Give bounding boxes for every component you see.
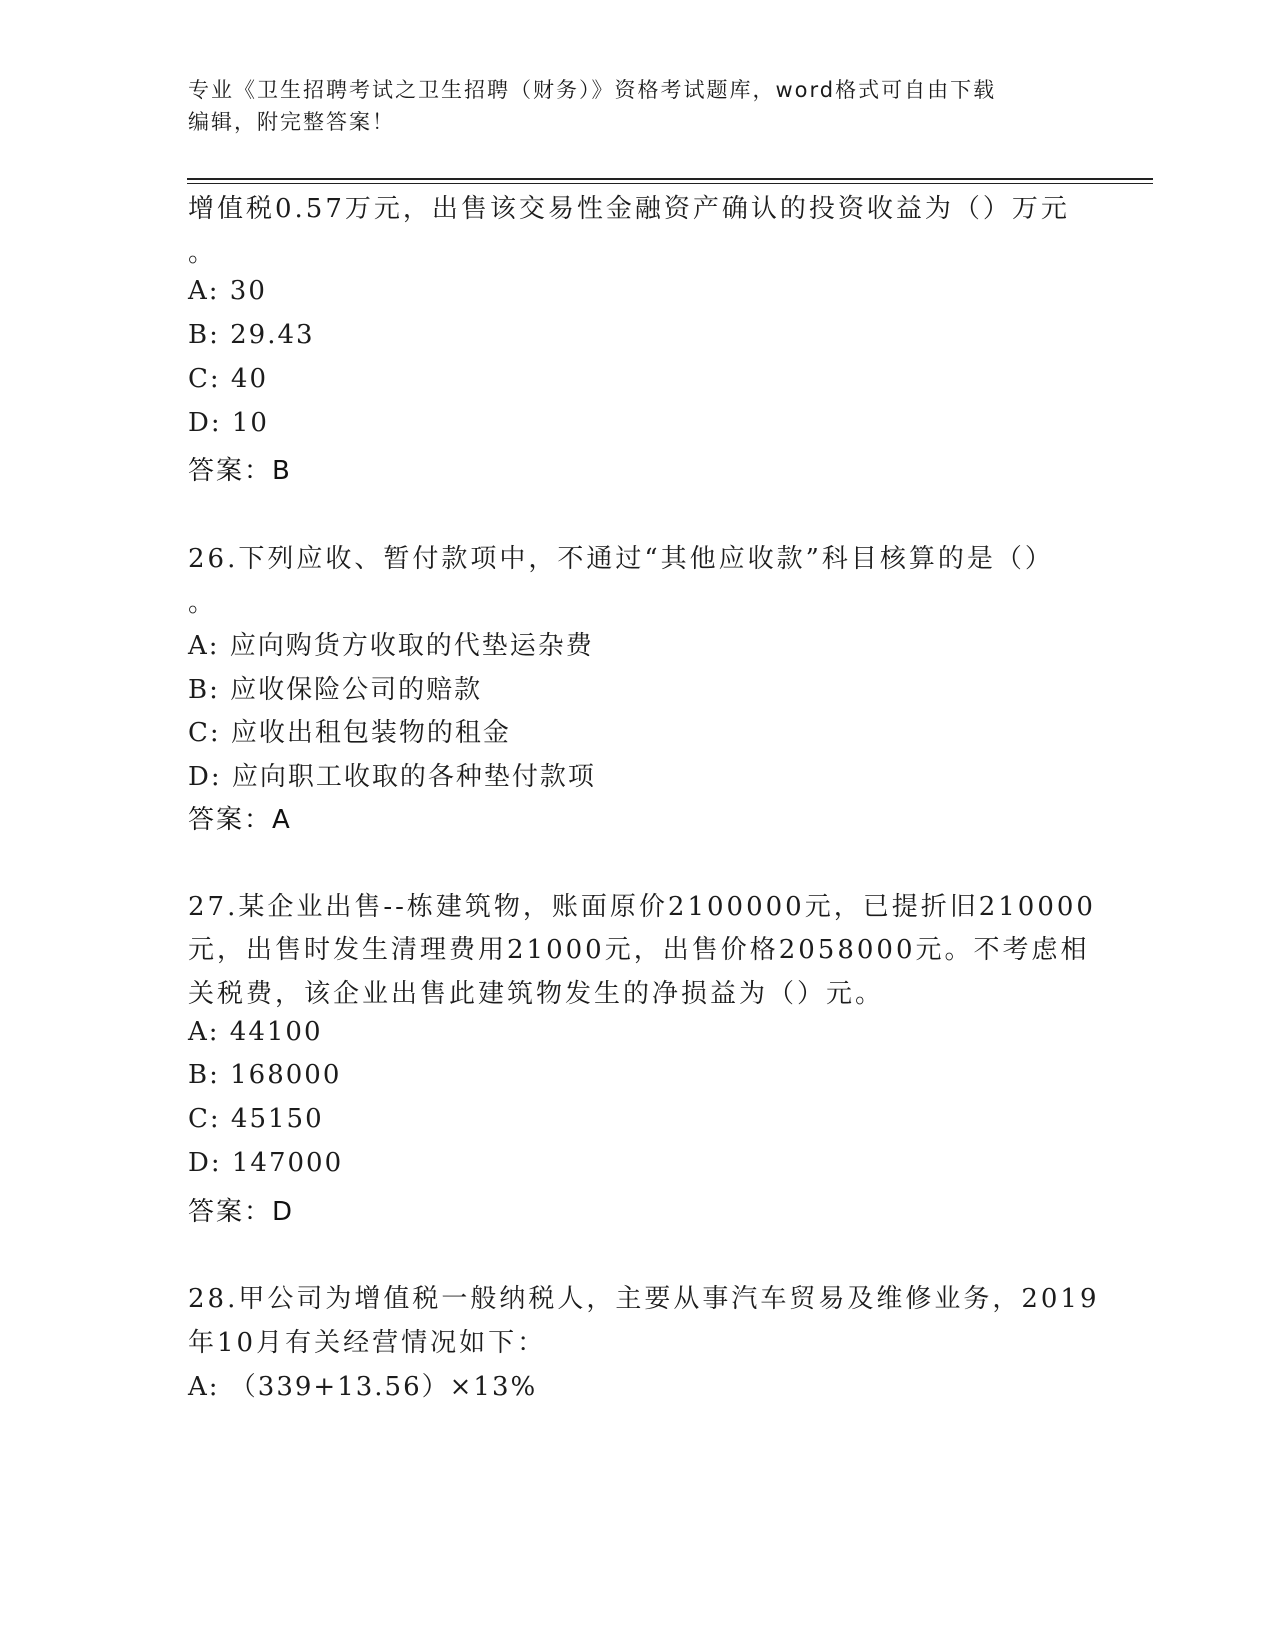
q25-option-a: A: 30 bbox=[188, 276, 267, 306]
q27-answer: 答案：D bbox=[188, 1197, 295, 1227]
q25-option-c: C: 40 bbox=[188, 364, 269, 394]
q27-stem-line-2: 元，出售时发生清理费用21000元，出售价格2058000元。不考虑相 bbox=[188, 935, 1090, 965]
q28-stem-line-1: 28.甲公司为增值税一般纳税人，主要从事汽车贸易及维修业务，2019 bbox=[188, 1284, 1100, 1314]
q25-option-b: B: 29.43 bbox=[188, 320, 315, 350]
q26-option-b: B: 应收保险公司的赔款 bbox=[188, 675, 483, 705]
q27-option-a: A: 44100 bbox=[188, 1017, 323, 1047]
q26-option-d: D: 应向职工收取的各种垫付款项 bbox=[188, 762, 596, 792]
q28-option-a: A: （339+13.56）×13% bbox=[188, 1372, 538, 1402]
q26-answer: 答案：A bbox=[188, 805, 292, 835]
q25-answer: 答案：B bbox=[188, 456, 292, 486]
header-line-2: 编辑，附完整答案！ bbox=[188, 110, 395, 134]
q25-option-d: D: 10 bbox=[188, 408, 269, 438]
q25-stem-line-2: 。 bbox=[188, 238, 215, 268]
document-header bbox=[188, 74, 1088, 138]
q26-option-a: A: 应向购货方收取的代垫运杂费 bbox=[188, 631, 594, 661]
header-rule-thick bbox=[187, 178, 1153, 180]
q28-stem-line-2: 年10月有关经营情况如下： bbox=[188, 1328, 547, 1358]
q27-option-c: C: 45150 bbox=[188, 1104, 324, 1134]
q27-option-d: D: 147000 bbox=[188, 1148, 344, 1178]
q27-stem-line-3: 关税费，该企业出售此建筑物发生的净损益为（）元。 bbox=[188, 979, 885, 1009]
q26-option-c: C: 应收出租包装物的租金 bbox=[188, 718, 511, 748]
header-line-1: 专业《卫生招聘考试之卫生招聘（财务）》资格考试题库，word格式可自由下载 bbox=[188, 78, 997, 102]
q27-option-b: B: 168000 bbox=[188, 1060, 342, 1090]
q26-stem-line-2: 。 bbox=[188, 588, 215, 618]
q26-stem-line-1: 26.下列应收、暂付款项中，不通过“其他应收款”科目核算的是（） bbox=[188, 544, 1054, 574]
q25-stem-line-1: 增值税0.57万元，出售该交易性金融资产确认的投资收益为（）万元 bbox=[188, 194, 1070, 224]
q27-stem-line-1: 27.某企业出售--栋建筑物，账面原价2100000元，已提折旧210000 bbox=[188, 892, 1096, 922]
header-rule-thin bbox=[187, 183, 1153, 184]
